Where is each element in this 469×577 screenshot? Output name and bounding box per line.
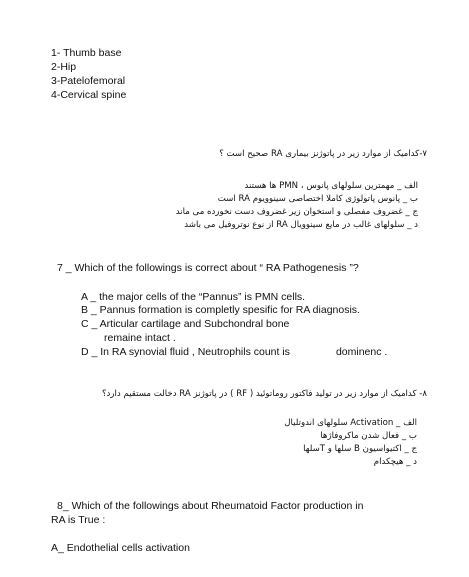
- q8-fa-option-a: الف _ Activation سلولهای اندوتلیال: [284, 418, 417, 428]
- q8-fa-option-d: د _ هیچکدام: [373, 457, 417, 467]
- q8-fa-option-c: ج _ اکتیواسیون B سلها و Tسلها: [303, 444, 417, 454]
- q7-en-option-a: A _ the major cells of the “Pannus” is PMN cells.: [81, 291, 306, 303]
- q7-en-option-b: B _ Pannus formation is completly spesific for RA diagnosis.: [81, 304, 360, 316]
- q7-en-option-c-cont: remaine intact .: [104, 332, 176, 344]
- q7-en-option-d: [81, 346, 387, 359]
- q8-en-question-cont: RA is True :: [51, 514, 106, 526]
- list-item-4: 4-Cervical spine: [51, 89, 127, 101]
- list-item-3: 3-Patelofemoral: [51, 75, 126, 87]
- list-item-2: 2-Hip: [51, 61, 77, 73]
- q7-en-option-d-text: D _ In RA synovial fluid , Neutrophils count is: [81, 346, 290, 358]
- q7-fa-question: ۷-کدامیک از موارد زیر در پاتوژنز بیماری RA صحیح است ؟: [219, 149, 427, 159]
- q8-en-option-a: A_ Endothelial cells activation: [51, 542, 190, 554]
- q7-fa-option-c: ج _ غضروف مفصلی و استخوان زیر غضروف دست نخورده می ماند: [175, 207, 418, 217]
- q8-fa-question: ۸- کدامیک از موارد زیر در تولید فاکتور روماتوئید ( RF ) در پاتوژنز RA دخالت مستقیم دارد؟: [101, 389, 427, 399]
- q7-fa-option-a: الف _ مهمترین سلولهای پانوس ، PMN ها هستند: [244, 181, 418, 191]
- q7-en-option-c: C _ Articular cartilage and Subchondral bone: [81, 318, 290, 330]
- q8-en-question: 8_ Which of the followings about Rheumatoid Factor production in: [57, 500, 364, 512]
- q7-fa-option-d: د _ سلولهای غالب در مایع سینوویال RA از نوع نوتروفیل می باشد: [184, 220, 418, 230]
- q7-en-option-d-answer: dominenc .: [335, 346, 388, 358]
- list-item-1: 1- Thumb base: [51, 47, 122, 59]
- q7-en-question: 7 _ Which of the followings is correct about “ RA Pathogenesis ”?: [57, 262, 359, 274]
- q8-fa-option-b: ب _ فعال شدن ماکروفاژها: [320, 431, 417, 441]
- q7-fa-option-b: ب _ پانوس پاتولوژی کاملا اختصاصی سینوویوم RA است: [217, 194, 418, 204]
